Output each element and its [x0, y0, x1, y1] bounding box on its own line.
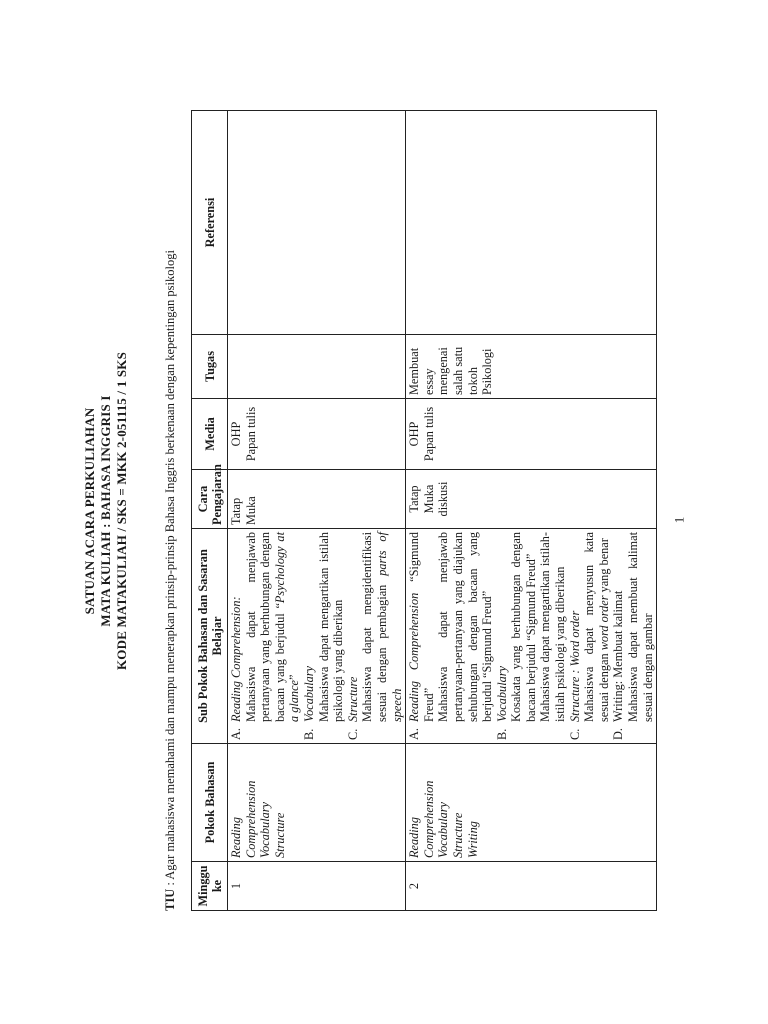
row2-minggu: 2	[406, 862, 657, 911]
row2-pokok-item: Writing	[465, 821, 480, 858]
list-item	[611, 532, 655, 740]
row1-referensi	[228, 111, 406, 335]
table-row	[228, 111, 406, 911]
header-referensi: Referensi	[192, 111, 228, 335]
syllabus-table	[191, 110, 657, 911]
row2-pokok	[406, 744, 657, 862]
item-title: Structure : Word order	[567, 610, 582, 722]
header-tugas: Tugas	[192, 335, 228, 399]
tugas-item: Membuat	[407, 347, 422, 395]
header-cara: Cara Pengajaran	[192, 470, 228, 529]
list-item	[229, 532, 302, 740]
list-item	[407, 532, 495, 740]
media-item: OHP	[407, 421, 422, 447]
doc-title: SATUAN ACARA PERKULIAHAN	[82, 407, 97, 615]
list-item	[495, 532, 568, 740]
tiu-statement	[163, 111, 178, 911]
item-letter: C.	[567, 728, 582, 740]
row2-pokok-item: Reading Comprehension	[407, 780, 436, 858]
item-letter: B.	[494, 728, 509, 740]
row2-referensi	[406, 111, 657, 335]
row1-pokok-item: Structure	[272, 812, 287, 858]
item-text: yang benar	[596, 538, 611, 596]
course-code: KODE MATAKULIAH / SKS = MKK 2-051115 / 1 SKS	[114, 352, 129, 671]
row2-cara	[406, 470, 657, 529]
item-title: Reading Comprehension:	[229, 596, 243, 722]
header-pokok: Pokok Bahasan	[192, 744, 228, 862]
row1-pokok	[228, 744, 406, 862]
item-text: ”	[287, 674, 302, 680]
row1-cara: Tatap Muka	[228, 470, 406, 529]
item-letter: D.	[611, 728, 626, 740]
row1-media	[228, 399, 406, 470]
list-item	[568, 532, 612, 740]
item-text: Mahasiswa dapat mengidentifikasi sesuai dengan pembagian	[360, 532, 389, 722]
cara-item: Tatap Muka	[407, 484, 436, 514]
item-italic: Psychology at a glance	[272, 532, 302, 722]
media-item: Papan tulis	[421, 406, 436, 462]
item-text: Kosakata yang berhubungan dengan bacaan berjudul “Sigmund Freud”	[509, 532, 538, 722]
item-text: Mahasiswa dapat mengartikan istilah psikologi yang diberikan	[316, 532, 346, 722]
item-letter: A.	[407, 728, 422, 740]
row2-pokok-item: Structure	[450, 812, 465, 858]
table-header-row	[192, 111, 228, 911]
tugas-item: mengenai	[436, 347, 451, 395]
media-item: OHP	[229, 421, 243, 447]
tugas-item: essay	[421, 368, 436, 395]
header-media: Media	[192, 399, 228, 470]
item-text: Mahasiswa dapat membuat kalimat sesuai dengan gambar	[626, 532, 655, 722]
course-name: MATA KULIAH : BAHASA INGGRIS I	[98, 395, 113, 627]
item-text: Mahasiswa dapat mengartikan istilah-istilah psikologi yang diberikan	[538, 532, 568, 722]
item-title: Writing: Membuat kalimat	[611, 590, 626, 722]
row1-pokok-item: Vocabulary	[258, 801, 273, 858]
tiu-text: : Agar mahasiswa memahami dan mampu menerapkan prinsip-prinsip Bahasa Inggris berkenaan dengan kepentingan psikologi	[163, 250, 177, 889]
tugas-item: tokoh	[465, 366, 480, 395]
row1-tugas	[228, 335, 406, 399]
row1-pokok-item: Reading Comprehension	[229, 780, 258, 858]
tiu-label: TIU	[163, 888, 177, 911]
header-minggu: Minggu ke	[192, 862, 228, 911]
tugas-item: Psikologi	[480, 348, 495, 395]
row2-sub	[406, 529, 657, 744]
header-sub: Sub Pokok Bahasan dan Sasaran Belajar	[192, 529, 228, 744]
tugas-item: salah satu	[450, 346, 465, 395]
row1-sub	[228, 529, 406, 744]
item-title: Vocabulary	[494, 665, 509, 722]
item-italic: word order	[596, 595, 611, 651]
item-letter: C.	[345, 728, 360, 740]
item-text: Mahasiswa dapat menyusun kata sesuai dengan	[582, 532, 611, 722]
item-title: Reading Comprehension	[407, 592, 422, 722]
item-letter: B.	[301, 728, 316, 740]
item-italic: parts of speech	[374, 532, 404, 722]
item-title: Vocabulary	[301, 665, 316, 722]
list-item	[302, 532, 346, 740]
item-text: Mahasiswa dapat menjawab pertanyaan yang berhubungan dengan bacaan yang berjudul “	[243, 532, 287, 722]
rotated-page	[80, 111, 655, 911]
page-number: 1	[671, 516, 687, 524]
list-item	[346, 532, 404, 740]
row2-tugas	[406, 335, 657, 399]
cara-item: diskusi	[436, 481, 451, 517]
item-text: Mahasiswa dapat menjawab pertanyaan-pertanyaan yang diajukan sehubungan dengan bacaan yang berjudul “Sigmund Freud”	[436, 532, 495, 722]
item-title: Structure	[345, 676, 360, 722]
table-row	[406, 111, 657, 911]
item-title: “Sigmund Freud”	[407, 532, 436, 722]
row1-minggu: 1	[228, 862, 406, 911]
row2-pokok-item: Vocabulary	[436, 801, 451, 858]
item-letter: A.	[229, 728, 243, 740]
row2-media	[406, 399, 657, 470]
media-item: Papan tulis	[243, 406, 258, 462]
